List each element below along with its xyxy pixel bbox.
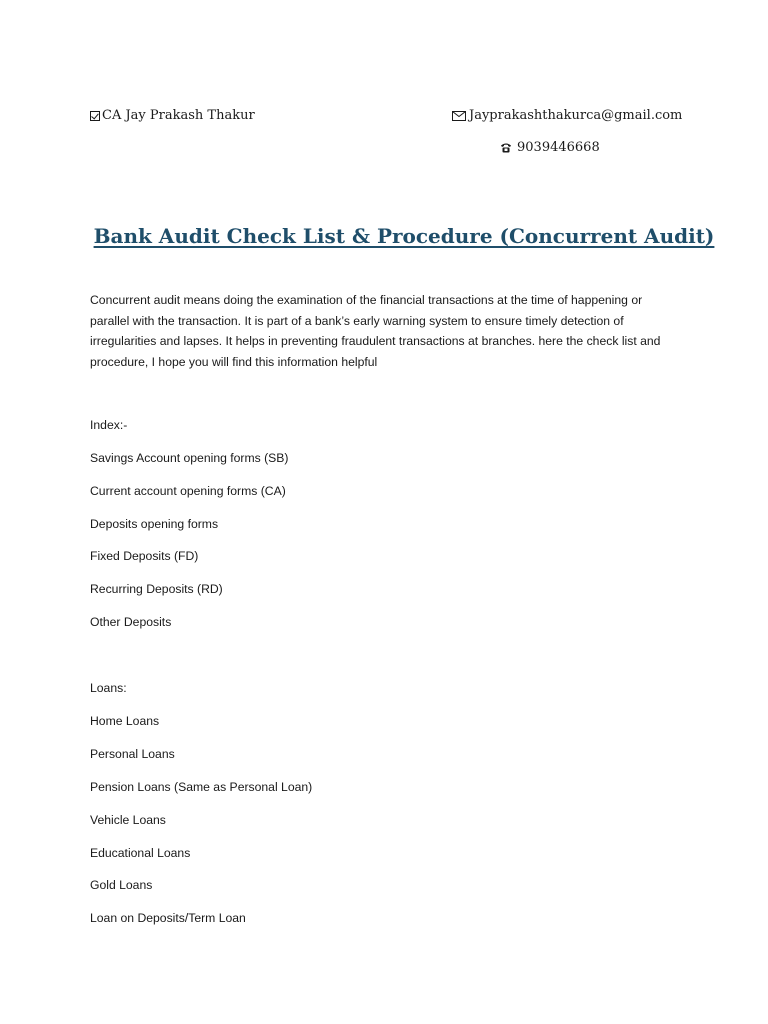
list-item: Recurring Deposits (RD) (90, 582, 223, 596)
email-link[interactable]: Jayprakashthakurca@gmail.com (469, 108, 683, 123)
loans-heading: Loans: (90, 681, 127, 695)
list-item: Other Deposits (90, 615, 172, 629)
intro-paragraph: Concurrent audit means doing the examination of the financial transactions at the time of happening or parallel with the transaction. It is part of a bank’s early warning system to ensure timely detection of irregularities and lapses. It helps in preventing fraudulent transactions at branches. here the check list and procedure, I hope you will find this information helpful (90, 293, 661, 369)
email-line (452, 108, 682, 123)
phone-number: 9039446668 (517, 140, 600, 155)
list-item: Current account opening forms (CA) (90, 484, 286, 498)
list-item: Educational Loans (90, 846, 191, 860)
author-name: CA Jay Prakash Thakur (102, 108, 255, 123)
list-item: Savings Account opening forms (SB) (90, 451, 289, 465)
list-item: Vehicle Loans (90, 813, 166, 827)
index-heading: Index:- (90, 418, 128, 432)
checkbox-icon (90, 111, 100, 121)
list-item: Deposits opening forms (90, 517, 219, 531)
list-item: Home Loans (90, 714, 160, 728)
phone-line (500, 140, 600, 155)
list-item: Fixed Deposits (FD) (90, 549, 199, 563)
list-item: Loan on Deposits/Term Loan (90, 911, 246, 925)
list-item: Gold Loans (90, 878, 153, 892)
list-item: Pension Loans (Same as Personal Loan) (90, 780, 313, 794)
envelope-icon (452, 111, 466, 121)
telephone-icon (500, 142, 512, 153)
page-title: Bank Audit Check List & Procedure (Concurrent Audit) (93, 224, 715, 248)
author-line (90, 108, 255, 123)
list-item: Personal Loans (90, 747, 175, 761)
